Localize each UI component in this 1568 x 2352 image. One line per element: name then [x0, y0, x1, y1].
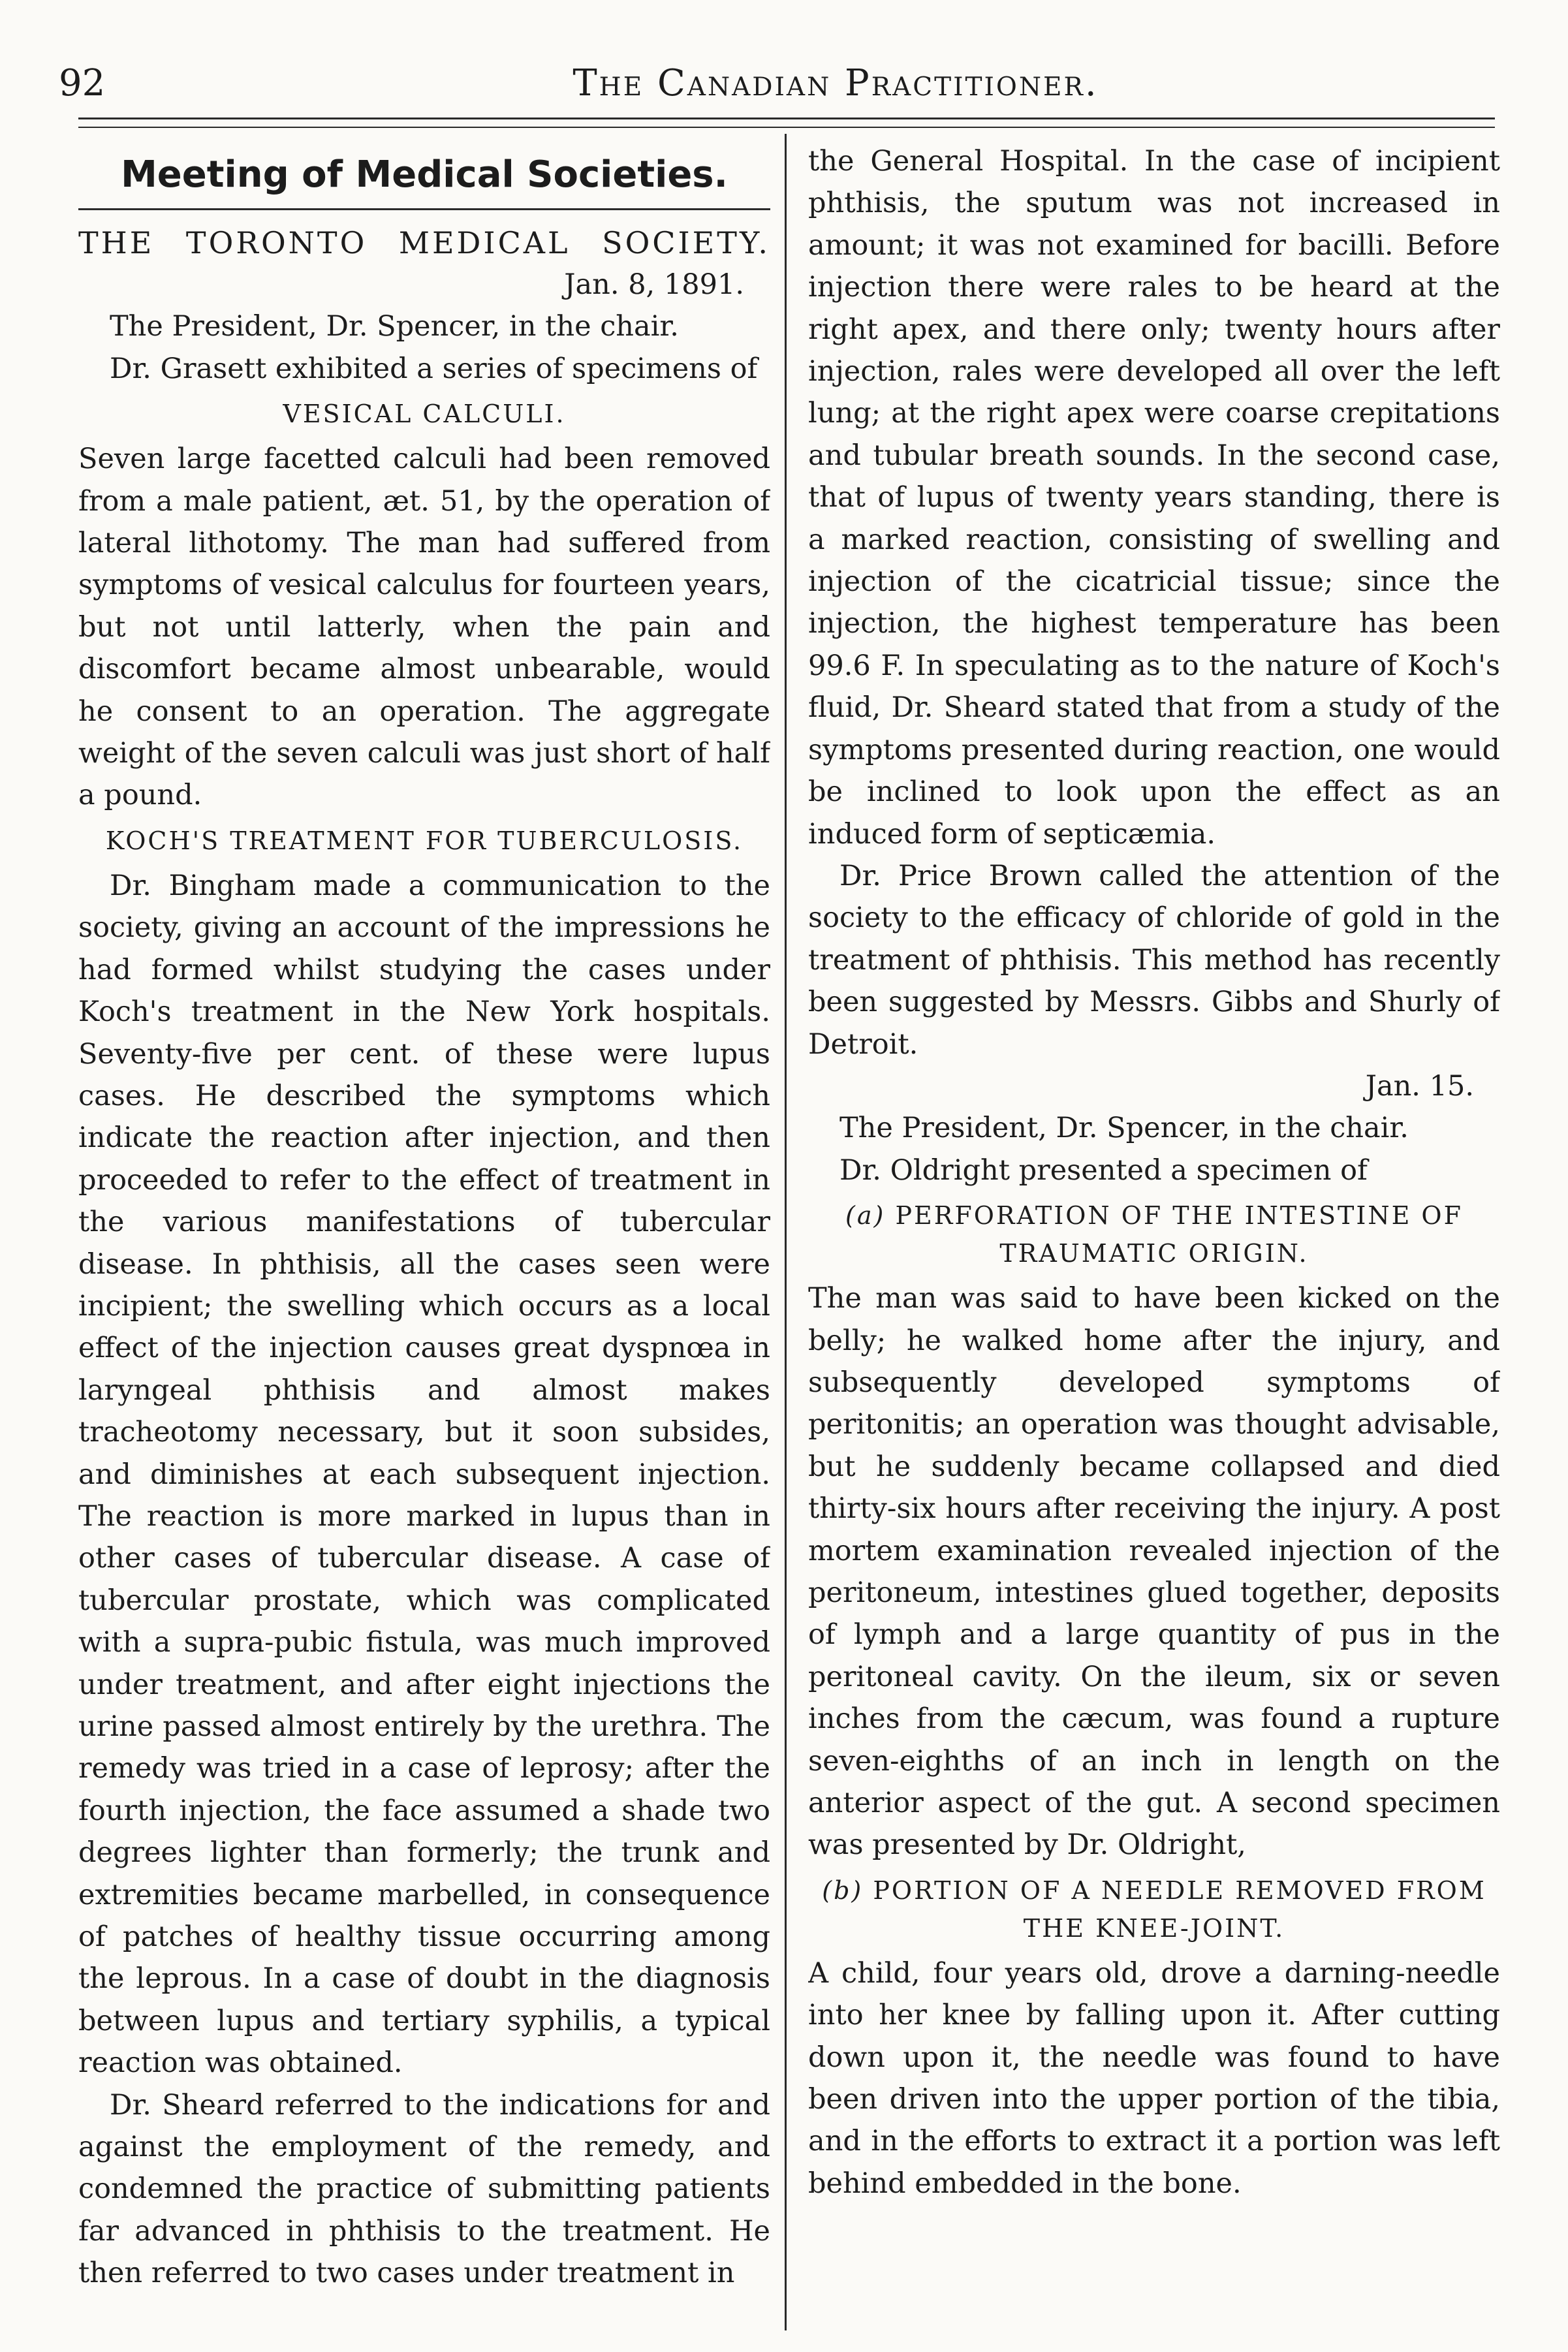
subheading-mark: (b): [822, 1875, 864, 1905]
paragraph: The man was said to have been kicked on the belly; he walked home after the injury, and subsequently developed symptoms of peritonitis; an operation was thought advisable, but he suddenly became collapsed and died thirty-six hours after receiving the injury. A post mortem examination revealed injection of the peritoneum, intestines glued together, deposits of lymph and a large quantity of pus in the peritoneal cavity. On the ileum, six or seven inches from the cæcum, was found a rupture seven-eighths of an inch in length on the anterior aspect of the gut. A second specimen was presented by Dr. Oldright,: [808, 1282, 1500, 1862]
meeting-date: Jan. 15.: [1365, 1069, 1474, 1103]
chair-paragraph: The President, Dr. Spencer, in the chair.: [839, 1112, 1409, 1145]
paragraph: Dr. Oldright presented a specimen of: [839, 1153, 1368, 1187]
paragraph: A child, four years old, drove a darning-needle into her knee by falling upon it. After cutting down upon it, the needle was found to have been driven into the upper portion of the tibia, and in the efforts to extract it a portion was left behind embedded in the bone.: [808, 1956, 1500, 2200]
meeting-date: Jan. 8, 1891.: [564, 268, 744, 301]
left-column: [78, 140, 770, 2334]
right-column: [808, 140, 1500, 2334]
page-number: 92: [59, 62, 106, 104]
running-title: The Canadian Practitioner.: [572, 62, 1099, 104]
paragraph: Dr. Price Brown called the attention of the society to the efficacy of chloride of gold in the treatment of phthisis. This method has recently been suggested by Messrs. Gibbs and Shurly of Detroit.: [808, 859, 1500, 1061]
page-header: [59, 62, 1508, 134]
subheading: KOCH'S TREATMENT FOR TUBERCULOSIS.: [105, 826, 744, 855]
column-divider: [785, 134, 787, 2330]
society-title: THE TORONTO MEDICAL SOCIETY.: [78, 225, 770, 260]
paragraph: Dr. Bingham made a communication to the society, giving an account of the impressions he had formed whilst studying the cases under Koch's treatment in the New York hospitals. Seventy-five per cent. of these were lupus cases. He described the symptoms which indicate the reaction after injection, and then proceeded to refer to the effect of treatment in the various manifestations of tubercular disease. In phthisis, all the cases seen were incipient; the swelling which occurs as a local effect of the injection causes great dyspnœa in laryngeal phthisis and almost makes tracheotomy necessary, but it soon subsides, and diminishes at each subsequent injection. The reaction is more marked in lupus than in other cases of tubercular disease. A case of tubercular prostate, which was complicated with a supra-pubic fistula, was much improved under treatment, and after eight injections the urine passed almost entirely by the urethra. The remedy was tried in a case of leprosy; after the fourth injection, the face assumed a shade two degrees lighter than formerly; the trunk and extremities became marbelled, in consequence of patches of healthy tissue occurring among the leprous. In a case of doubt in the diagnosis between lupus and tertiary syphilis, a typical reaction was obtained.: [78, 869, 770, 2080]
subheading-text: PORTION OF A NEEDLE REMOVED FROM THE KNEE-JOINT.: [873, 1875, 1486, 1943]
paragraph: Dr. Grasett exhibited a series of specimens of: [110, 352, 758, 385]
subheading-text: PERFORATION OF THE INTESTINE OF TRAUMATIC ORIGIN.: [895, 1201, 1463, 1268]
heading-underline: [78, 208, 770, 210]
header-rule: [78, 118, 1495, 119]
subheading: VESICAL CALCULI.: [283, 400, 566, 429]
paragraph: Seven large facetted calculi had been removed from a male patient, æt. 51, by the operation of lateral lithotomy. The man had suffered from symptoms of vesical calculus for fourteen years, but not until latterly, when the pain and discomfort became almost unbearable, would he consent to an operation. The aggregate weight of the seven calculi was just short of half a pound.: [78, 443, 770, 812]
subheading: [808, 1197, 1500, 1272]
subheading: [808, 1872, 1500, 1947]
section-heading: Meeting of Medical Societies.: [121, 153, 728, 196]
subheading-mark: (a): [845, 1201, 886, 1231]
paragraph: Dr. Sheard referred to the indications for and against the employment of the remedy, and condemned the practice of submitting patients far advanced in phthisis to the treatment. He then referred to two cases under treatment in: [78, 2088, 770, 2290]
paragraph: the General Hospital. In the case of incipient phthisis, the sputum was not increased in amount; it was not examined for bacilli. Before injection there were rales to be heard at the right apex, and there only; twenty hours after injection, rales were developed all over the left lung; at the right apex were coarse crepitations and tubular breath sounds. In the second case, that of lupus of twenty years standing, there is a marked reaction, consisting of swelling and injection of the cicatricial tissue; since the injection, the highest temperature has been 99.6 F. In speculating as to the nature of Koch's fluid, Dr. Sheard stated that from a study of the symptoms presented during reaction, one would be inclined to look upon the effect as an induced form of septicæmia.: [808, 145, 1500, 851]
header-rule-secondary: [78, 127, 1495, 128]
chair-paragraph: The President, Dr. Spencer, in the chair.: [110, 310, 679, 343]
